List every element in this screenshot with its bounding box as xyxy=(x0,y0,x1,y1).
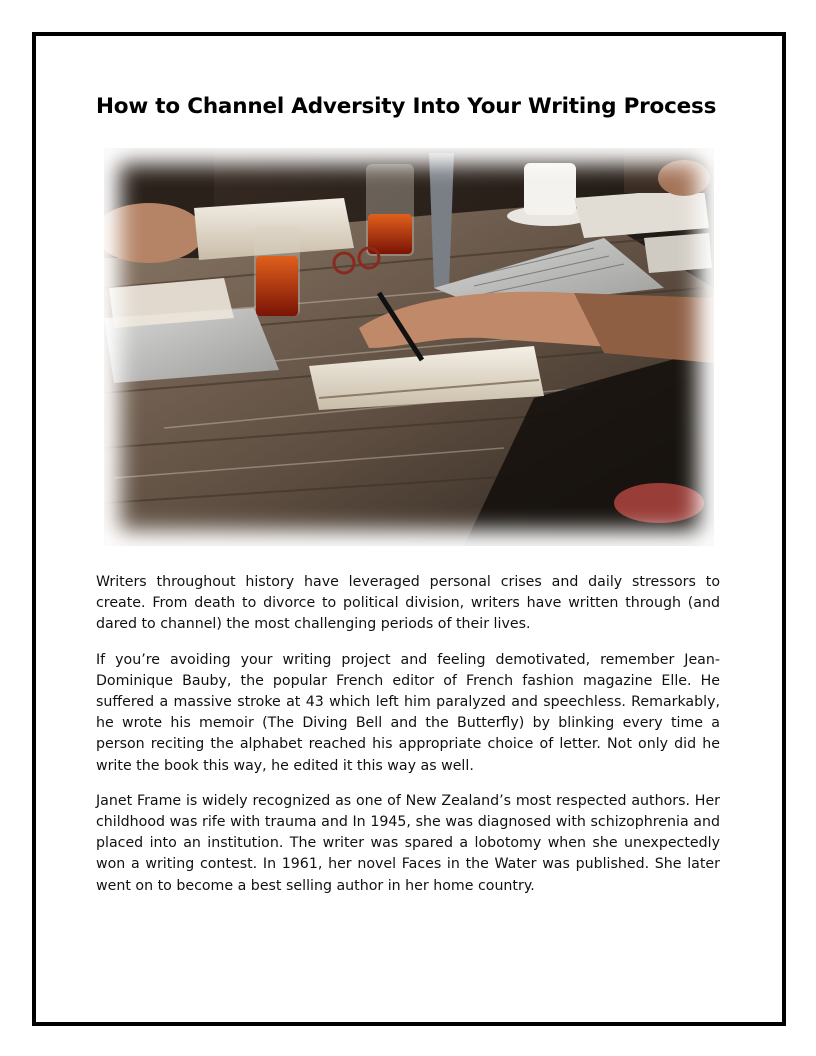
photo-writers-table-icon xyxy=(104,148,714,546)
paragraph-2: If you’re avoiding your writing project and feeling demotivated, remember Jean-Dominique Bauby, the popular French editor of French fashion magazine Elle. He suffered a massive stroke at 43 which left him paralyzed and speechless. Remarkably, he wrote his memoir (The Diving Bell and the Butterfly) by blinking every time a person reciting the alphabet reached his appropriate choice of letter. Not only did he write the book this way, he edited it this way as well. xyxy=(96,651,720,774)
page-title: How to Channel Adversity Into Your Writing Process xyxy=(96,94,717,119)
article-body xyxy=(96,572,720,911)
paragraph-3: Janet Frame is widely recognized as one of New Zealand’s most respected authors. Her childhood was rife with trauma and In 1945, she was diagnosed with schizophrenia and placed into an institution. The writer was spared a lobotomy when she unexpectedly won a writing contest. In 1961, her novel Faces in the Water was published. She later went on to become a best selling author in her home country. xyxy=(96,792,720,894)
paragraph-1: Writers throughout history have leveraged personal crises and daily stressors to create. From death to divorce to political division, writers have written through (and dared to channel) the most challenging periods of their lives. xyxy=(96,574,720,633)
article-photo xyxy=(104,148,714,546)
